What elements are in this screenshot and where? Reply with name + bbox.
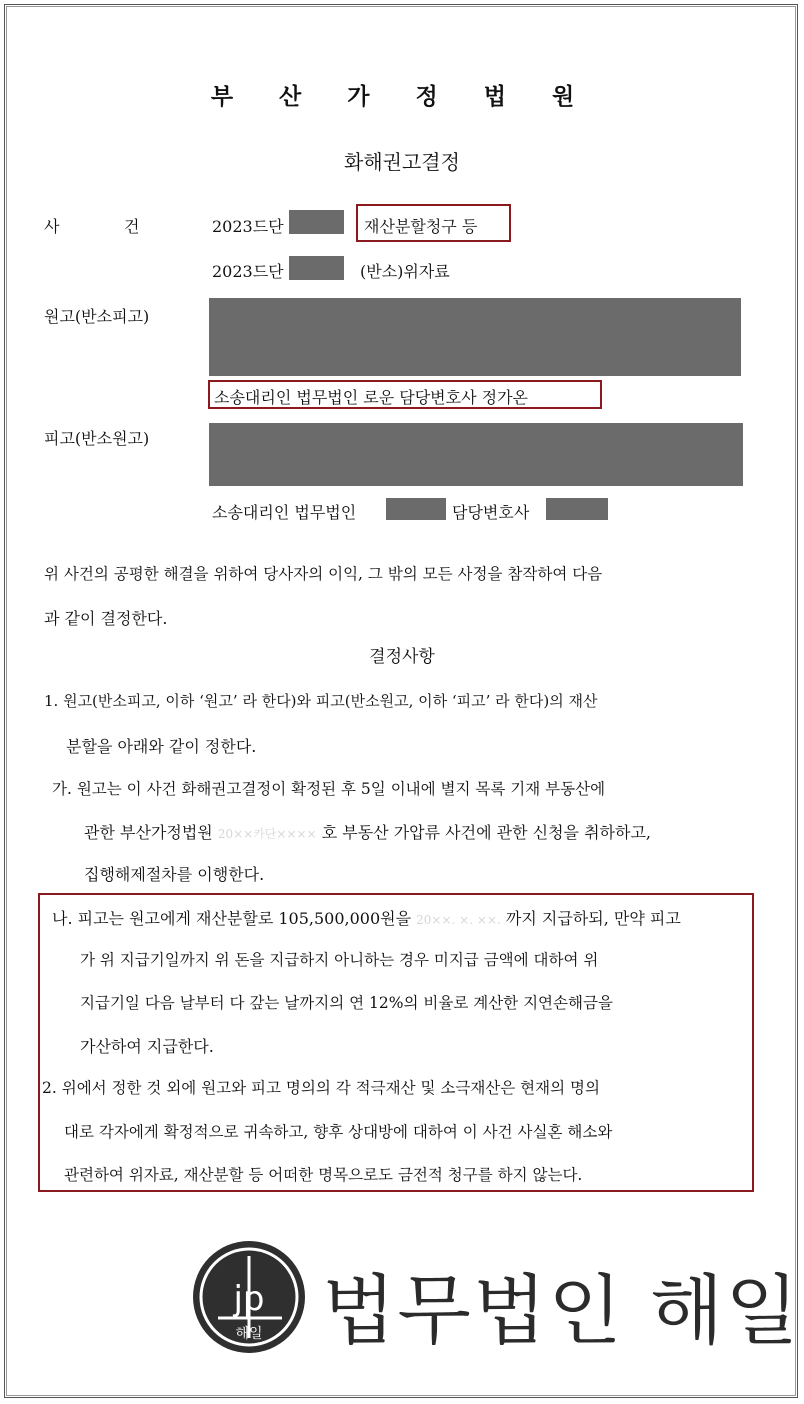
case-title-1: 재산분할청구 등 [364,217,478,236]
redaction-block [209,423,743,486]
item-na-line-4: 가산하여 지급한다. [80,1037,214,1056]
intro-line-1: 위 사건의 공평한 해결을 위하여 당사자의 이익, 그 밖의 모든 사정을 참작하여 다음 [44,565,603,583]
emblem-letters: jp [233,1279,265,1319]
item-na-line-1-a: 나. 피고는 원고에게 재산분할로 105,500,000원을 [52,909,412,928]
item2-line-1: 2. 위에서 정한 것 외에 원고와 피고 명의의 각 적극재산 및 소극재산은 현재의 명의 [42,1079,600,1097]
intro-line-2: 과 같이 결정한다. [44,609,168,628]
document-type-title: 화해권고결정 [344,150,460,174]
item-na-line-2: 가 위 지급기일까지 위 돈을 지급하지 아니하는 경우 미지급 금액에 대하여 위 [80,951,599,969]
redaction-block [209,298,741,376]
case-number-1: 2023드단 [212,217,284,236]
plaintiff-label: 원고(반소피고) [44,307,150,326]
item1-line-1: 1. 원고(반소피고, 이하 ‘원고’ 라 한다)와 피고(반소원고, 이하 ‘피고’ 라 한다)의 재산 [44,692,598,710]
defendant-label: 피고(반소원고) [44,429,150,448]
item-ga-line-1: 가. 원고는 이 사건 화해권고결정이 확정된 후 5일 이내에 별지 목록 기재 부동산에 [52,780,606,798]
item2-line-3: 관련하여 위자료, 재산분할 등 어떠한 명목으로도 금전적 청구를 하지 않는다. [64,1166,583,1184]
item-ga-line-2-b: 호 부동산 가압류 사건에 관한 신청을 취하하고, [321,823,651,842]
redaction-block [386,498,446,520]
case-label-geon: 건 [124,217,140,236]
emblem-icon [190,1238,308,1356]
item-ga-line-3: 집행해제절차를 이행한다. [84,865,265,884]
defendant-counsel-mid: 담당변호사 [452,503,530,522]
item-na-line-3: 지급기일 다음 날부터 다 갚는 날까지의 연 12%의 비율로 계산한 지연손해금을 [80,994,613,1012]
redaction-block [289,210,344,234]
case-number-2: 2023드단 [212,262,284,281]
item-na-line-1 [52,906,681,929]
item-ga-line-2-a: 관한 부산가정법원 [84,823,213,842]
redaction-block [546,498,608,520]
item-na-line-1-b: 까지 지급하되, 만약 피고 [505,909,681,928]
item1-line-2: 분할을 아래와 같이 정한다. [66,737,257,756]
case-label-sa: 사 [44,217,60,236]
law-firm-emblem [190,1238,308,1356]
plaintiff-counsel: 소송대리인 법무법인 로운 담당변호사 정가온 [214,388,529,407]
item-ga-line-2 [84,820,651,843]
faded-case-number: 20××카단×××× [217,827,317,841]
item2-line-2: 대로 각자에게 확정적으로 귀속하고, 향후 상대방에 대하여 이 사건 사실혼 해소와 [64,1123,613,1141]
faded-date: 20××. ×. ××. [416,913,501,927]
defendant-counsel-prefix: 소송대리인 법무법인 [212,503,357,522]
redaction-block [289,256,344,280]
emblem-sub: 해일 [235,1326,263,1342]
law-firm-name: 법무법인 해일 [322,1266,801,1355]
court-name: 부 산 가 정 법 원 [210,83,594,110]
decision-heading: 결정사항 [369,647,435,667]
case-title-2: (반소)위자료 [360,262,450,281]
